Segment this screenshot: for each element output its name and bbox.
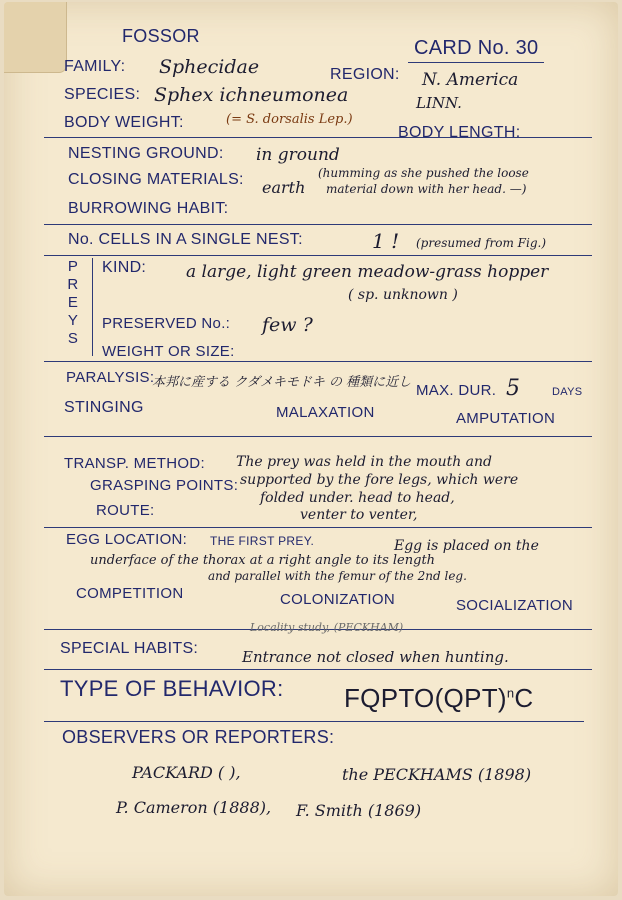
observers-label: OBSERVERS OR REPORTERS: (62, 727, 335, 747)
divider (44, 137, 592, 138)
region-label: REGION: (330, 66, 400, 83)
species-author: LINN. (416, 94, 462, 112)
preserved-no-value: few ? (262, 314, 313, 336)
card-corner-tab (4, 2, 67, 73)
egg-line-2: underface of the thorax at a right angle to its length (90, 553, 436, 568)
nesting-ground-value: in ground (256, 145, 340, 165)
divider (44, 361, 592, 362)
observer-2: the PECKHAMS (1898) (342, 765, 532, 784)
species-value: Sphex ichneumonea (154, 84, 349, 106)
kind-value-2: ( sp. unknown ) (348, 287, 458, 303)
transp-line-2: supported by the fore legs, which were (240, 472, 519, 488)
closing-note-2: material down with her head. —) (326, 182, 527, 196)
competition-label: COMPETITION (76, 585, 184, 602)
transp-line-3: folded under. head to head, (260, 490, 455, 506)
burrowing-habit-label: BURROWING HABIT: (68, 200, 229, 217)
body-length-label: BODY LENGTH: (398, 124, 521, 141)
closing-materials-value: earth (262, 178, 306, 197)
stinging-label: STINGING (64, 399, 144, 416)
family-value: Sphecidae (159, 56, 260, 78)
malaxation-label: MALAXATION (276, 404, 375, 421)
weight-or-size-label: WEIGHT OR SIZE: (102, 343, 235, 360)
max-dur-label: MAX. DUR. (416, 382, 497, 399)
max-dur-value: 5 (506, 376, 520, 401)
route-label: ROUTE: (96, 502, 155, 519)
type-of-behavior-label: TYPE OF BEHAVIOR: (60, 676, 284, 701)
prey-vertical-label: PREYS (67, 258, 79, 347)
divider (44, 224, 592, 225)
observer-3: P. Cameron (1888), (116, 798, 272, 817)
behavior-code (344, 683, 533, 714)
amputation-label: AMPUTATION (456, 410, 556, 427)
egg-line-3: and parallel with the femur of the 2nd leg. (208, 569, 467, 583)
behavior-code-suffix: C (514, 683, 534, 713)
closing-note-1: (humming as she pushed the loose (318, 166, 529, 180)
days-label: DAYS (552, 386, 583, 398)
grasping-points-label: GRASPING POINTS: (90, 477, 239, 494)
special-habits-value: Entrance not closed when hunting. (242, 648, 509, 666)
preserved-no-label: PRESERVED No.: (102, 315, 231, 332)
divider (44, 721, 584, 722)
behavior-code-exponent: n (506, 685, 515, 701)
kind-label: KIND: (102, 259, 147, 276)
no-cells-value: 1 ! (372, 229, 400, 253)
body-weight-label: BODY WEIGHT: (64, 114, 184, 131)
observer-1: PACKARD ( ), (132, 763, 241, 782)
kind-value-1: a large, light green meadow-grass hopper (186, 262, 549, 282)
card-category: FOSSOR (122, 26, 200, 46)
divider (44, 527, 592, 528)
transp-method-label: TRANSP. METHOD: (64, 455, 205, 472)
egg-line-1: Egg is placed on the (394, 538, 539, 554)
region-value: N. America (422, 70, 519, 90)
divider (44, 436, 592, 437)
card-number: CARD No. 30 (408, 35, 544, 63)
egg-location-label: EGG LOCATION: (66, 531, 188, 548)
socialization-label: SOCIALIZATION (456, 597, 573, 614)
special-habits-label: SPECIAL HABITS: (60, 640, 199, 657)
egg-first-prey: THE FIRST PREY. (210, 534, 315, 548)
no-cells-note: (presumed from Fig.) (416, 236, 547, 250)
prey-divider (92, 258, 93, 356)
nesting-ground-label: NESTING GROUND: (68, 145, 224, 162)
behavior-code-main: FQPTO(QPT) (344, 683, 507, 713)
record-card (4, 2, 618, 896)
family-label: FAMILY: (64, 58, 126, 75)
transp-line-4: venter to venter, (300, 507, 418, 523)
colonization-label: COLONIZATION (280, 591, 395, 608)
transp-line-1: The prey was held in the mouth and (236, 454, 493, 470)
species-label: SPECIES: (64, 86, 141, 103)
no-cells-label: No. CELLS IN A SINGLE NEST: (68, 231, 303, 248)
closing-materials-label: CLOSING MATERIALS: (68, 171, 244, 188)
paralysis-note: 本邦に産する クダメキモドキ の 種類に近し (152, 375, 412, 390)
divider (44, 669, 592, 670)
divider (44, 255, 592, 256)
observer-4: F. Smith (1869) (296, 801, 422, 820)
paralysis-label: PARALYSIS: (66, 369, 155, 386)
locality-note: Locality study, (PECKHAM) (250, 621, 404, 634)
species-synonym: (= S. dorsalis Lep.) (226, 112, 353, 127)
